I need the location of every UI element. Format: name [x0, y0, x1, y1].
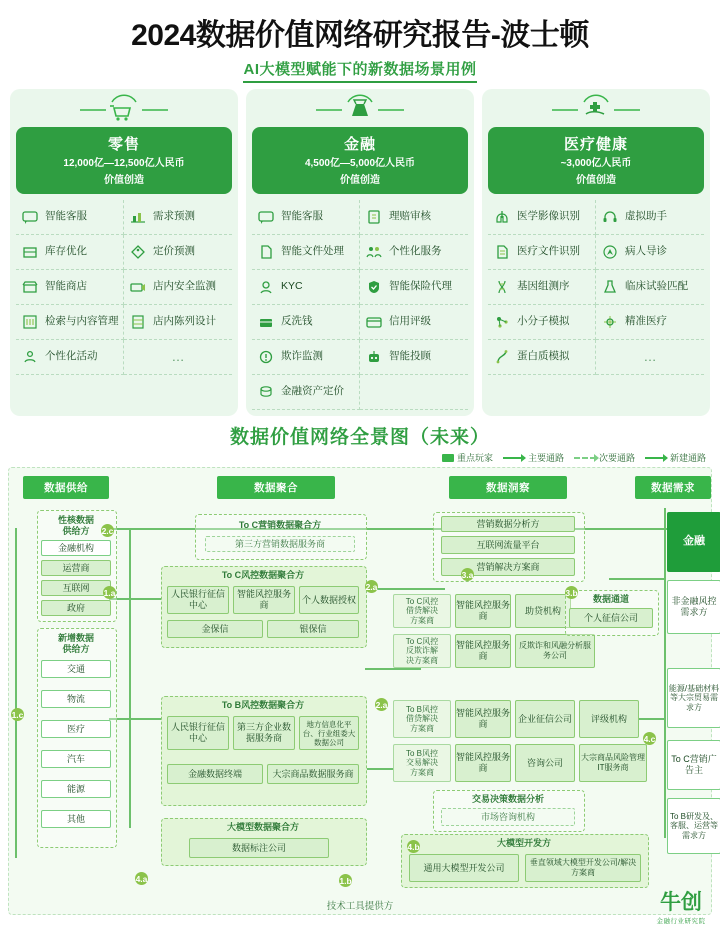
- legend-label: 新建通路: [669, 453, 706, 463]
- item-label: 基因组测序: [517, 280, 570, 293]
- insight-tobrisk-credit-label: To B风控 借贷解决 方案商: [393, 700, 451, 738]
- sector-header-finance: [252, 127, 468, 194]
- credit-icon: [363, 311, 385, 333]
- agg-group-tob-risk: [161, 696, 367, 806]
- item-label: 店内安全监测: [153, 280, 216, 293]
- clipboard-icon: [363, 206, 385, 228]
- insight-tocrisk-node-smart-risk2[interactable]: 智能风控服务商: [455, 634, 511, 668]
- sector-name: 金融: [343, 136, 376, 153]
- list-item[interactable]: [16, 305, 124, 340]
- insight-tobrisk-node-enterprise-credit[interactable]: 企业征信公司: [515, 700, 575, 738]
- list-item[interactable]: [360, 305, 468, 340]
- demand-item-tob-rnd[interactable]: To B研发及、客服、运营等需求方: [667, 798, 720, 854]
- flow-node-4a: 4.a: [135, 873, 148, 884]
- list-item-more[interactable]: [124, 340, 232, 375]
- insight-model-item-general[interactable]: 通用大模型开发公司: [409, 854, 519, 882]
- agg-toc-risk-item-pboc[interactable]: 人民银行征信中心: [167, 586, 229, 614]
- agg-tob-risk-item-commodity[interactable]: 大宗商品数据服务商: [267, 764, 359, 784]
- logo: [648, 892, 714, 946]
- insight-trade-item-market-research[interactable]: 市场咨询机构: [441, 808, 575, 826]
- list-item[interactable]: [124, 235, 232, 270]
- doc-icon: [255, 241, 277, 263]
- supply-item-internet[interactable]: 互联网: [41, 580, 111, 596]
- agg-toc-risk-item-personal-auth[interactable]: 个人数据授权: [299, 586, 359, 614]
- sector-card-retail: [10, 89, 238, 416]
- supply-item-transport[interactable]: 交通: [41, 660, 111, 678]
- sector-value-caption: 价值创造: [104, 174, 144, 186]
- list-item[interactable]: [596, 305, 704, 340]
- flow-node-1b: 1.b: [339, 875, 352, 886]
- camera-icon: [127, 276, 149, 298]
- item-label: 病人导诊: [625, 245, 667, 258]
- insight-marketing-title[interactable]: 营销数据分析方: [441, 516, 575, 532]
- sector-value: 4,500亿—5,000亿人民币: [304, 158, 416, 169]
- item-label: 小分子模拟: [517, 315, 570, 328]
- list-item[interactable]: [252, 375, 360, 410]
- arrow-solid-icon: [645, 457, 667, 459]
- panorama-footer-note: 技术工具提供方: [326, 901, 394, 912]
- flow-node-4c: 4.c: [643, 733, 656, 744]
- list-item[interactable]: [596, 235, 704, 270]
- item-label: 库存优化: [45, 245, 87, 258]
- flow-node-2a2: 2.a: [375, 699, 388, 710]
- legend-label: 主要通路: [527, 453, 564, 463]
- agg-toc-marketing-item[interactable]: 第三方营销数据服务商: [205, 536, 355, 552]
- sector-value: ~3,000亿人民币: [560, 158, 632, 169]
- sector-item-grid-retail: [16, 200, 232, 375]
- dna-icon: [491, 276, 513, 298]
- insight-model-item-vertical[interactable]: 垂直领域大模型开发公司/解决方案商: [525, 854, 641, 882]
- list-item[interactable]: [488, 305, 596, 340]
- insight-channel-title: 数据通道: [592, 593, 629, 604]
- flow-node-1c: 1.c: [11, 709, 24, 720]
- list-item[interactable]: [16, 200, 124, 235]
- list-item[interactable]: [360, 340, 468, 375]
- supply-core-title: 性核数据 供给方: [57, 515, 94, 536]
- item-label: 精准医疗: [625, 315, 667, 328]
- supply-item-other[interactable]: 其他: [41, 810, 111, 828]
- money-bag-icon: [252, 93, 468, 127]
- list-item[interactable]: [16, 270, 124, 305]
- list-item-blank: [360, 375, 468, 410]
- agg-tob-risk-item-pboc[interactable]: 人民银行征信中心: [167, 716, 229, 750]
- item-label: 反洗钱: [281, 315, 313, 328]
- list-item[interactable]: [488, 235, 596, 270]
- column-header-insight: 数据洞察: [449, 476, 567, 499]
- list-item[interactable]: [252, 270, 360, 305]
- kyc-icon: [255, 276, 277, 298]
- item-label: 定价预测: [153, 245, 195, 258]
- insight-tocrisk-fraud-label: To C风控 反欺诈解 决方案商: [393, 634, 451, 668]
- precision-icon: [599, 311, 621, 333]
- list-item[interactable]: [124, 305, 232, 340]
- health-hand-icon: [488, 93, 704, 127]
- agg-toc-risk-item-jinbaoxin[interactable]: 金保信: [167, 620, 263, 638]
- list-item[interactable]: [16, 340, 124, 375]
- item-label: 智能客服: [45, 210, 87, 223]
- wash-icon: [255, 311, 277, 333]
- item-label: 智能保险代理: [389, 280, 452, 293]
- legend-label: 重点玩家: [456, 453, 493, 463]
- connector: [609, 578, 665, 580]
- sector-value: 12,000亿—12,500亿人民币: [63, 158, 185, 169]
- panorama-legend: [0, 451, 720, 464]
- column-header-supply: 数据供给: [23, 476, 109, 499]
- item-label: 智能投顾: [389, 350, 431, 363]
- alert-icon: [255, 346, 277, 368]
- page-subtitle-text: AI大模型赋能下的新数据场景用例: [243, 58, 476, 83]
- people-icon: [363, 241, 385, 263]
- list-item[interactable]: [252, 340, 360, 375]
- item-label: 虚拟助手: [625, 210, 667, 223]
- molecule-icon: [491, 311, 513, 333]
- insight-tobrisk-node-consulting[interactable]: 咨询公司: [515, 744, 575, 782]
- item-label: 蛋白质模拟: [517, 350, 570, 363]
- item-label: 理赔审核: [389, 210, 431, 223]
- legend-swatch: [442, 454, 454, 462]
- item-label: 检索与内容管理: [45, 315, 119, 328]
- connector: [129, 598, 131, 828]
- item-label: 智能文件处理: [281, 245, 344, 258]
- sector-name: 医疗健康: [563, 136, 628, 153]
- supply-item-automotive[interactable]: 汽车: [41, 750, 111, 768]
- sector-cards: [0, 83, 720, 416]
- list-item[interactable]: [488, 200, 596, 235]
- box-icon: [19, 241, 41, 263]
- doc-icon: [491, 241, 513, 263]
- list-item[interactable]: [488, 340, 596, 375]
- store-icon: [19, 276, 41, 298]
- list-item[interactable]: [488, 270, 596, 305]
- item-label: 医疗文件识别: [517, 245, 580, 258]
- chat-icon: [19, 206, 41, 228]
- agg-tob-risk-item-local-platform[interactable]: 地方信息化平台、行业组委大数据公司: [299, 716, 359, 750]
- supply-item-medical[interactable]: 医疗: [41, 720, 111, 738]
- flow-node-1a: 1.a: [103, 587, 116, 598]
- insight-tocrisk-node-smart-risk[interactable]: 智能风控服务商: [455, 594, 511, 628]
- supply-item-telecom[interactable]: 运营商: [41, 560, 111, 576]
- column-header-aggregation: 数据聚合: [217, 476, 335, 499]
- insight-tobrisk-trade-label: To B风控 交易解决 方案商: [393, 744, 451, 782]
- shield-icon: [363, 276, 385, 298]
- item-label: 需求预测: [153, 210, 195, 223]
- column-header-demand: 数据需求: [635, 476, 711, 499]
- list-item[interactable]: [360, 200, 468, 235]
- sector-item-grid-healthcare: [488, 200, 704, 375]
- sector-header-healthcare: [488, 127, 704, 194]
- insight-tobrisk-node-commodity-it[interactable]: 大宗商品风险管理IT服务商: [579, 744, 647, 782]
- flow-node-3a: 3.a: [461, 569, 474, 580]
- legend-item-primary-path: [503, 451, 564, 464]
- supply-item-financial-institution[interactable]: 金融机构: [41, 540, 111, 556]
- sector-item-grid-finance: [252, 200, 468, 410]
- protein-icon: [491, 346, 513, 368]
- flow-node-4b: 4.b: [407, 841, 420, 852]
- robot-icon: [363, 346, 385, 368]
- chat-icon: [255, 206, 277, 228]
- list-item-more[interactable]: [596, 340, 704, 375]
- agg-tob-risk-item-third-party[interactable]: 第三方企业数据服务商: [233, 716, 295, 750]
- sector-card-healthcare: [482, 89, 710, 416]
- insight-tocrisk-node-loan-agency[interactable]: 助贷机构: [515, 594, 571, 628]
- tag-icon: [127, 241, 149, 263]
- agg-tob-risk-title: To B风控数据聚合方: [221, 699, 305, 710]
- arrow-solid-icon: [503, 457, 525, 459]
- connector: [365, 668, 421, 670]
- connector: [109, 528, 669, 530]
- agg-model-title: 大模型数据聚合方: [226, 821, 299, 832]
- demand-item-finance[interactable]: 金融: [667, 512, 720, 572]
- list-item[interactable]: [16, 235, 124, 270]
- item-label: 智能商店: [45, 280, 87, 293]
- legend-label: 次要通路: [598, 453, 635, 463]
- coin-icon: [255, 381, 277, 403]
- item-label: 医学影像识别: [517, 210, 580, 223]
- demand-item-commodity[interactable]: 能源/基础材料等大宗贸易需求方: [667, 668, 720, 728]
- insight-trade-title: 交易决策数据分析: [471, 793, 544, 804]
- insight-marketing-item-traffic[interactable]: 互联网流量平台: [441, 536, 575, 554]
- item-label: …: [643, 348, 657, 364]
- lungs-icon: [491, 206, 513, 228]
- list-item[interactable]: [252, 200, 360, 235]
- panorama-title: 数据价值网络全景图（未来）: [229, 427, 490, 448]
- connector: [129, 528, 131, 598]
- connector: [664, 508, 666, 838]
- legend-item-secondary-path: [574, 451, 635, 464]
- list-item[interactable]: [252, 305, 360, 340]
- list-item[interactable]: [252, 235, 360, 270]
- flow-node-2c: 2.c: [101, 525, 114, 536]
- item-label: 个性化活动: [45, 350, 98, 363]
- flask-icon: [599, 276, 621, 298]
- chart-icon: [127, 206, 149, 228]
- item-label: KYC: [281, 280, 303, 293]
- insight-tocrisk-node-antifraud[interactable]: 反欺诈和风融分析服务公司: [515, 634, 595, 668]
- agg-tob-risk-item-terminal[interactable]: 金融数据终端: [167, 764, 263, 784]
- list-item[interactable]: [124, 200, 232, 235]
- insight-tobrisk-node-rating[interactable]: 评级机构: [579, 700, 639, 738]
- insight-channel-item-credit-co[interactable]: 个人征信公司: [569, 608, 653, 628]
- shopping-cart-icon: [16, 93, 232, 127]
- insight-tobrisk-node-smart-risk[interactable]: 智能风控服务商: [455, 700, 511, 738]
- list-item[interactable]: [596, 200, 704, 235]
- panorama-diagram: [8, 467, 720, 915]
- item-label: …: [171, 348, 185, 364]
- shelf-icon: [127, 311, 149, 333]
- item-label: 金融资产定价: [281, 385, 344, 398]
- flow-node-3b: 3.b: [565, 587, 578, 598]
- item-label: 临床试验匹配: [625, 280, 688, 293]
- logo-mark: 牛创: [660, 891, 702, 914]
- item-label: 个性化服务: [389, 245, 442, 258]
- sector-header-retail: [16, 127, 232, 194]
- supply-item-logistics[interactable]: 物流: [41, 690, 111, 708]
- sector-card-finance: [246, 89, 474, 416]
- connector: [15, 528, 17, 858]
- sector-value-caption: 价值创造: [340, 174, 380, 186]
- agg-toc-risk-item-smart-risk[interactable]: 智能风控服务商: [233, 586, 295, 614]
- arrow-dashed-icon: [574, 457, 596, 459]
- agg-toc-marketing-title: To C营销数据聚合方: [238, 519, 322, 530]
- sector-value-caption: 价值创造: [576, 174, 616, 186]
- list-item[interactable]: [124, 270, 232, 305]
- agg-toc-risk-title: To C风控数据聚合方: [221, 569, 305, 580]
- insight-tocrisk-credit-label: To C风控 借贷解决 方案商: [393, 594, 451, 628]
- guide-icon: [599, 241, 621, 263]
- insight-tobrisk-node-smart-risk2[interactable]: 智能风控服务商: [455, 744, 511, 782]
- insight-marketing-item-solution[interactable]: 营销解决方案商: [441, 558, 575, 576]
- demand-item-nonfinance-risk[interactable]: 非金融风控需求方: [667, 580, 720, 634]
- demand-item-toc-advertiser[interactable]: To C营销广告主: [667, 740, 720, 790]
- item-label: 智能客服: [281, 210, 323, 223]
- person-icon: [19, 346, 41, 368]
- headset-icon: [599, 206, 621, 228]
- supply-new-title: 新增数据 供给方: [57, 633, 94, 654]
- list-item[interactable]: [360, 235, 468, 270]
- item-label: 欺诈监测: [281, 350, 323, 363]
- agg-model-item-labeling[interactable]: 数据标注公司: [189, 838, 329, 858]
- item-label: 店内陈列设计: [153, 315, 216, 328]
- item-label: 信用评级: [389, 315, 431, 328]
- legend-item-key-player: [442, 451, 493, 464]
- page-subtitle: [0, 58, 720, 83]
- flow-node-2a: 2.a: [365, 581, 378, 592]
- supply-item-energy[interactable]: 能源: [41, 780, 111, 798]
- list-item[interactable]: [360, 270, 468, 305]
- legend-item-new-path: [645, 451, 706, 464]
- supply-item-government[interactable]: 政府: [41, 600, 111, 616]
- agg-toc-risk-item-yinbaoxin[interactable]: 银保信: [267, 620, 359, 638]
- page-title: 2024数据价值网络研究报告-波士顿: [131, 19, 589, 52]
- list-item[interactable]: [596, 270, 704, 305]
- search-doc-icon: [19, 311, 41, 333]
- logo-subtitle: 金融行业研究院: [656, 918, 706, 926]
- sector-name: 零售: [107, 136, 140, 153]
- insight-model-title: 大模型开发方: [496, 837, 551, 848]
